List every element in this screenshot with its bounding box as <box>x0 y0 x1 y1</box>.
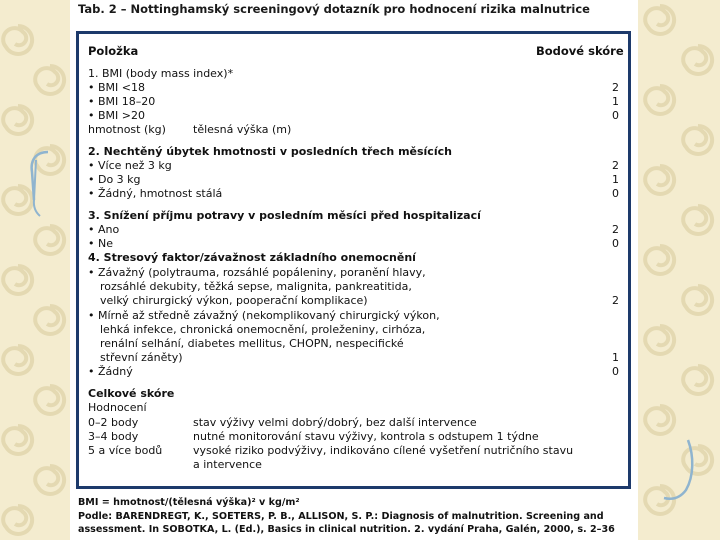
list-item: • BMI <18 <box>88 81 145 94</box>
evaluation-label: Hodnocení <box>88 401 147 414</box>
eval-text: vysoké riziko podvýživy, indikováno cílené vyšetření nutričního stavu <box>193 444 574 457</box>
list-item: • BMI 18–20 <box>88 95 156 108</box>
score-value: 2 <box>612 159 619 172</box>
score-value: 1 <box>612 351 619 364</box>
footnote-source: Podle: BARENDREGT, K., SOETERS, P. B., ALLISON, S. P.: Diagnosis of malnutrition. Screening and <box>78 511 604 522</box>
bmi-height-label: tělesná výška (m) <box>193 123 292 136</box>
score-value: 0 <box>612 187 619 200</box>
list-item: • Žádný <box>88 365 133 378</box>
list-item: • BMI >20 <box>88 109 145 122</box>
list-item-continuation: rozsáhlé dekubity, těžká sepse, malignita, pankreatitida, <box>100 280 412 293</box>
bmi-weight-label: hmotnost (kg) <box>88 123 166 136</box>
swirl-pattern-left <box>3 26 64 534</box>
score-value: 0 <box>612 365 619 378</box>
list-item: • Žádný, hmotnost stálá <box>88 187 223 200</box>
footnote-bmi-formula: BMI = hmotnost/(tělesná výška)² v kg/m² <box>78 497 300 508</box>
list-item: • Ano <box>88 223 120 236</box>
score-value: 2 <box>612 81 619 94</box>
column-header-item: Položka <box>88 44 139 58</box>
list-item: • Mírně až středně závažný (nekomplikovaný chirurgický výkon, <box>88 309 440 322</box>
score-value: 1 <box>612 95 619 108</box>
score-value: 2 <box>612 223 619 236</box>
eval-range: 0–2 body <box>88 416 139 429</box>
total-score-title: Celkové skóre <box>88 387 175 400</box>
table-title: Tab. 2 – Nottinghamský screeningový dotazník pro hodnocení rizika malnutrice <box>78 2 590 16</box>
section-intake-title: 3. Snížení příjmu potravy v posledním měsíci před hospitalizací <box>88 209 481 222</box>
list-item-continuation: střevní záněty) <box>100 351 183 364</box>
column-header-score: Bodové skóre <box>536 44 624 58</box>
list-item-continuation: lehká infekce, chronická onemocnění, proleženiny, cirhóza, <box>100 323 426 336</box>
score-value: 1 <box>612 173 619 186</box>
swirl-pattern-right <box>645 6 712 514</box>
score-value: 2 <box>612 294 619 307</box>
eval-text: nutné monitorování stavu výživy, kontrola s odstupem 1 týdne <box>193 430 539 443</box>
list-item: • Závažný (polytrauma, rozsáhlé popáleniny, poranění hlavy, <box>88 266 426 279</box>
eval-range: 5 a více bodů <box>88 444 163 457</box>
eval-text-continuation: a intervence <box>193 458 262 471</box>
list-item: • Ne <box>88 237 113 250</box>
footnote-source-continuation: assessment. In SOBOTKA, L. (Ed.), Basics in clinical nutrition. 2. vydání Praha, Galén, 2000, s. 2–36 <box>78 524 615 535</box>
list-item-continuation: velký chirurgický výkon, pooperační komplikace) <box>100 294 368 307</box>
eval-range: 3–4 body <box>88 430 139 443</box>
section-bmi-title: 1. BMI (body mass index)* <box>88 67 234 80</box>
list-item-continuation: renální selhání, diabetes mellitus, CHOPN, nespecifické <box>100 337 404 350</box>
section-stress-title: 4. Stresový faktor/závažnost základního onemocnění <box>88 251 416 264</box>
list-item: • Do 3 kg <box>88 173 141 186</box>
score-value: 0 <box>612 109 619 122</box>
section-weight-loss-title: 2. Nechtěný úbytek hmotnosti v posledních třech měsících <box>88 145 452 158</box>
list-item: • Více než 3 kg <box>88 159 172 172</box>
eval-text: stav výživy velmi dobrý/dobrý, bez další intervence <box>193 416 477 429</box>
score-value: 0 <box>612 237 619 250</box>
